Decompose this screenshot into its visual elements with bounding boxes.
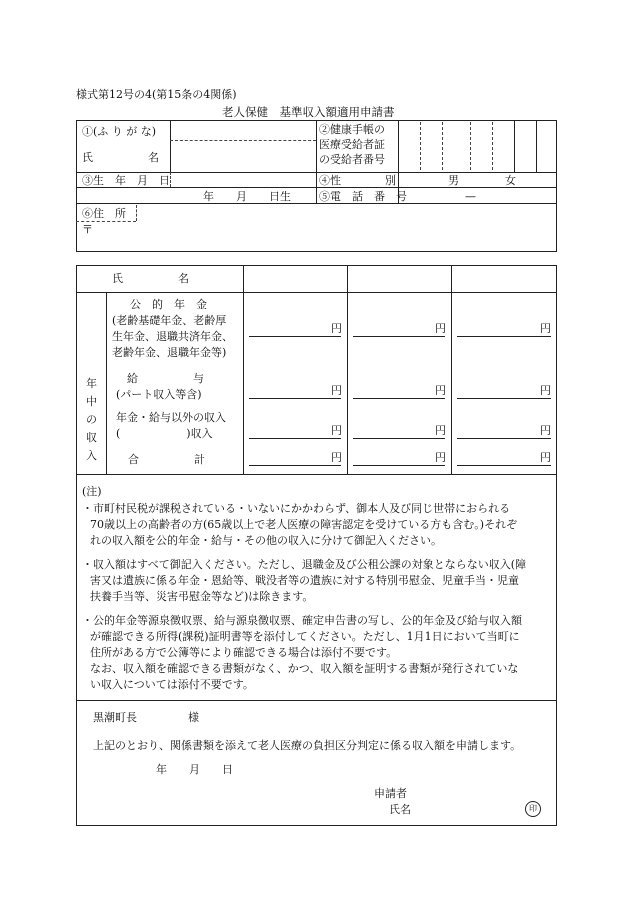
name-input-person-3[interactable] [453, 267, 555, 290]
note-1-line-2: 70歳以上の高齢者の方(65歳以上で老人医療の障害認定を受けている方も含む。)それぞ [90, 518, 518, 531]
insurance-label-3: の受給者番号 [319, 153, 385, 166]
name-input-person-1[interactable] [245, 267, 345, 290]
name-input-person-2[interactable] [349, 267, 449, 290]
yen-salary-2: 円 [435, 384, 446, 397]
applicant-name-input[interactable] [412, 800, 522, 818]
income-name-header: 氏 名 [112, 272, 189, 285]
note-1-line-3: れの収入額を公的年金・給与・その他の収入に分けて御記入ください。 [90, 534, 442, 547]
note-2-line-3: 扶養手当等、災害弔慰金等など)は除きます。 [90, 590, 314, 603]
vertical-label-1: 年 [86, 377, 97, 390]
vertical-label-3: の [86, 413, 97, 426]
name-input[interactable] [172, 142, 314, 170]
addressee: 黒潮町長 [93, 711, 137, 724]
postal-mark: 〒 [82, 223, 93, 236]
note-3-line-2: が確認できる所得(課税)証明書等を添付してください。ただし、1月1日において当町に [90, 630, 520, 643]
notes-heading: (注) [82, 485, 102, 498]
addressee-honorific: 様 [188, 711, 199, 724]
applicant-name-label: 氏名 [389, 803, 411, 816]
declaration-date: 年 月 日 [156, 763, 233, 776]
salary-title: 給 与 [127, 372, 204, 385]
sex-male-option[interactable]: 男 [448, 174, 459, 187]
yen-salary-1: 円 [331, 384, 342, 397]
recipient-number-input[interactable] [400, 122, 555, 170]
salary-detail: (パート収入等含) [116, 388, 202, 401]
note-3-line-3: 住所がある方で公簿等により確認できる場合は添付不要です。 [90, 646, 398, 659]
phone-label: ⑤電 話 番 号 [319, 190, 407, 203]
declaration-statement: 上記のとおり、関係書類を添えて老人医療の負担区分判定に係る収入額を申請します。 [93, 739, 522, 752]
vertical-label-2: 中 [86, 395, 97, 408]
applicant-label: 申請者 [374, 787, 407, 800]
income-section [76, 265, 557, 475]
yen-other-2: 円 [435, 424, 446, 437]
note-1-line-1: ・市町村民税が課税されている・いないにかかわらず、御本人及び同じ世帯におられる [82, 502, 511, 515]
other-income-detail: ( )収入 [116, 427, 213, 440]
sex-label: ④性 別 [319, 174, 396, 187]
note-2-line-2: 害又は遺族に係る年金・恩給等、戦没者等の遺族に対する特別弔慰金、児童手当・児童 [90, 574, 519, 587]
phone-input[interactable] [400, 189, 555, 202]
other-income-title: 年金・給与以外の収入 [116, 411, 226, 424]
yen-pension-3: 円 [540, 322, 551, 335]
pension-detail-3: 老齢年金、退職年金等) [112, 346, 227, 359]
note-3-line-1: ・公的年金等源泉徴収票、給与源泉徴収票、確定申告書の写し、公的年金及び給与収入額 [82, 614, 522, 627]
yen-other-1: 円 [331, 424, 342, 437]
note-2-line-1: ・収入額はすべて御記入ください。ただし、退職金及び公租公課の対象とならない収入(障 [82, 558, 527, 571]
address-label: ⑥住 所 [82, 207, 126, 220]
yen-total-2: 円 [435, 451, 446, 464]
yen-other-3: 円 [540, 424, 551, 437]
seal-mark-icon: 印 [525, 801, 541, 817]
note-3-line-5: い収入については添付不要です。 [90, 678, 254, 691]
phone-dash: — [465, 190, 476, 203]
form-number: 様式第12号の4(第15条の4関係) [76, 88, 237, 101]
vertical-label-5: 入 [86, 449, 97, 462]
vertical-label-4: 収 [86, 431, 97, 444]
insurance-label-1: ②健康手帳の [319, 123, 385, 136]
yen-total-1: 円 [331, 451, 342, 464]
birthdate-units: 年 月 日生 [203, 190, 291, 203]
sex-female-option[interactable]: 女 [505, 174, 516, 187]
furigana-input[interactable] [172, 122, 314, 138]
pension-title: 公 的 年 金 [130, 298, 207, 311]
furigana-label: ①(ふ り が な) [82, 125, 157, 138]
yen-salary-3: 円 [540, 384, 551, 397]
declaration-date-input[interactable] [120, 760, 240, 778]
yen-total-3: 円 [540, 451, 551, 464]
birthdate-label: ③生 年 月 日 [82, 174, 170, 187]
yen-pension-1: 円 [331, 322, 342, 335]
birthdate-input[interactable] [172, 174, 314, 202]
yen-pension-2: 円 [435, 322, 446, 335]
note-3-line-4: なお、収入額を確認できる書類がなく、かつ、収入額を証明する書類が発行されていな [90, 662, 519, 675]
name-label: 氏 名 [82, 151, 159, 164]
insurance-label-2: 医療受給者証 [319, 138, 385, 151]
form-title: 老人保健 基準収入額適用申請書 [222, 105, 395, 119]
total-label: 合 計 [128, 453, 205, 466]
pension-detail-2: 生年金、退職共済年金、 [112, 330, 233, 343]
pension-detail-1: (老齢基礎年金、老齢厚 [112, 314, 227, 327]
address-input[interactable] [140, 206, 554, 250]
